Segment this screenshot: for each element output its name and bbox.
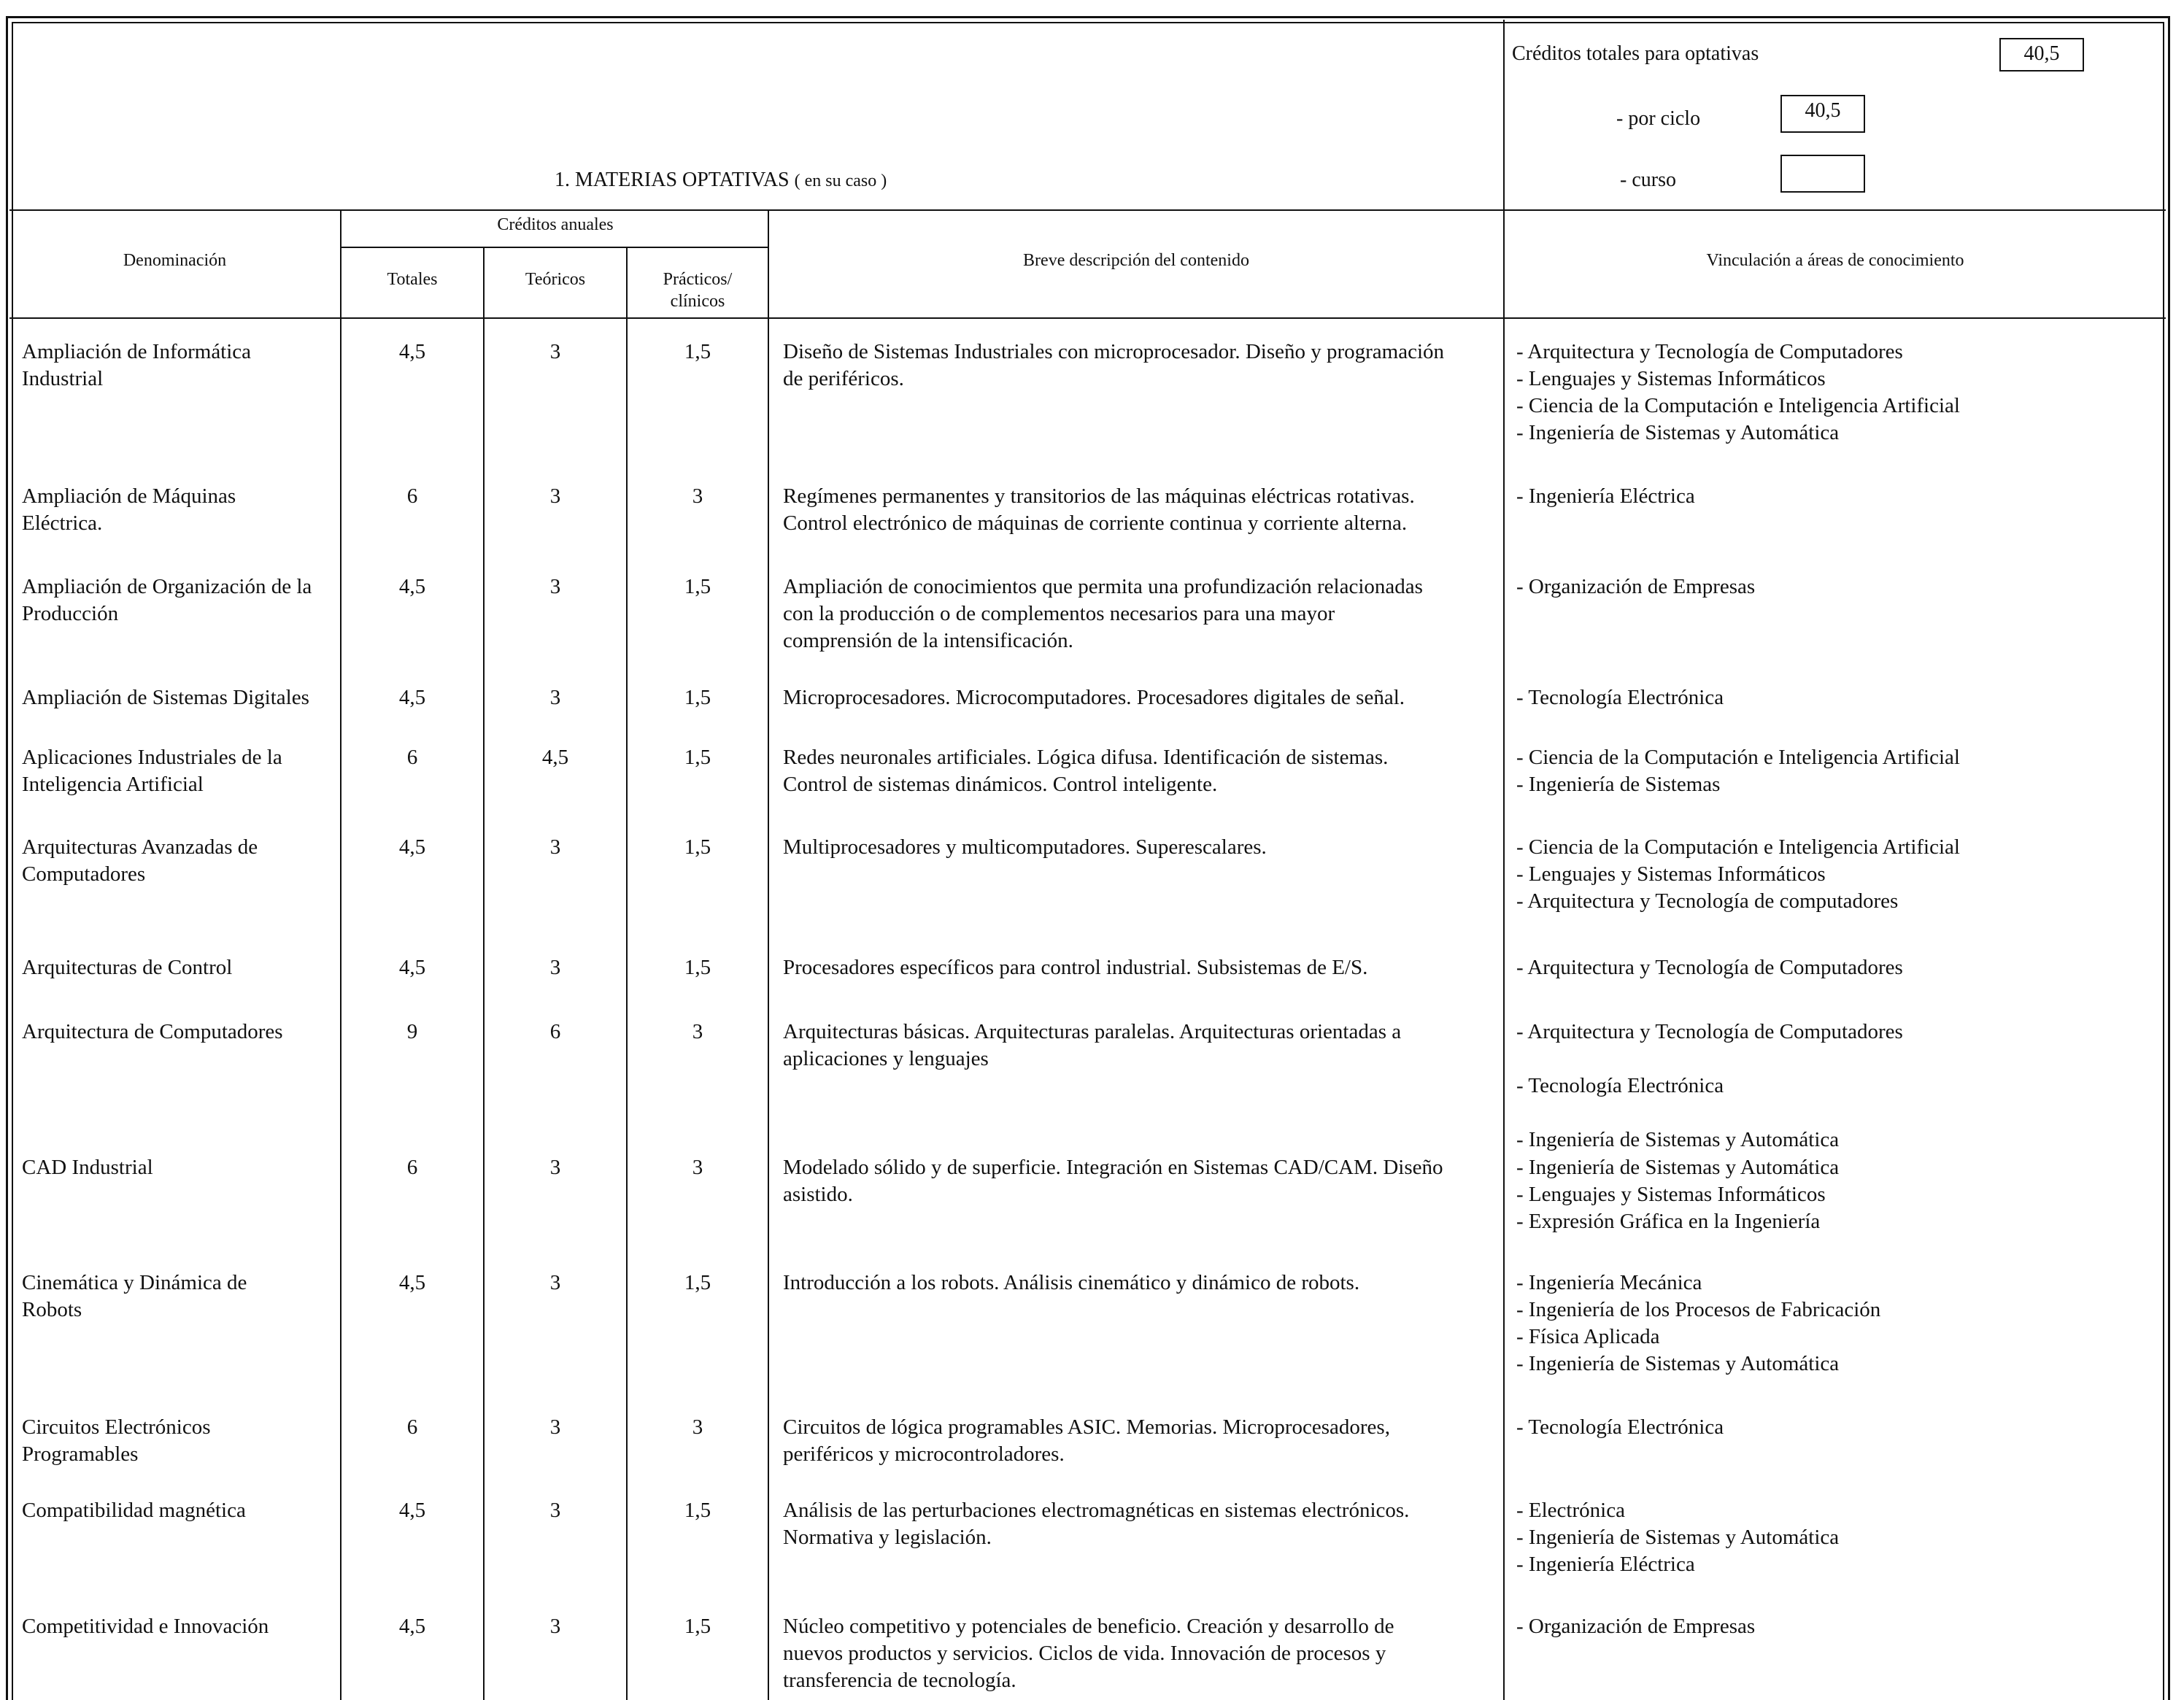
row-description: Redes neuronales artificiales. Lógica difusa. Identificación de sistemas. Control de sistemas dinámicos. Control inteligente. [783,746,1389,796]
row-name: Circuitos Electrónicos Programables [22,1415,211,1466]
row-description: Circuitos de lógica programables ASIC. Memorias. Microprocesadores, periféricos y microcontroladores. [783,1415,1390,1466]
row-description: Regímenes permanentes y transitorios de las máquinas eléctricas rotativas. Control electrónico de máquinas de corriente continua y corriente alterna. [783,484,1415,535]
col-header-description: Breve descripción del contenido [1023,251,1249,270]
row-practical-credits: 1,5 [684,956,711,979]
row-total-credits: 4,5 [398,1271,426,1294]
row-name: Cinemática y Dinámica de Robots [22,1271,247,1321]
row-practical-credits: 3 [692,484,703,508]
row-practical-credits: 3 [692,1156,703,1179]
row-knowledge-areas: - Tecnología Electrónica [1516,686,1724,709]
row-total-credits: 6 [406,1156,418,1179]
header-rule-top [9,209,2166,211]
row-total-credits: 6 [406,746,418,769]
per-cycle-value: 40,5 [1780,95,1865,133]
course-value [1780,155,1865,193]
row-theory-credits: 3 [549,686,561,709]
row-name: Aplicaciones Industriales de la Inteligencia Artificial [22,746,282,796]
row-description: Multiprocesadores y multicomputadores. Superescalares. [783,835,1267,859]
row-description: Núcleo competitivo y potenciales de beneficio. Creación y desarrollo de nuevos productos y servicios. Ciclos de vida. Innovación de procesos y transferencia de tecnología. [783,1615,1394,1692]
row-total-credits: 9 [406,1020,418,1043]
row-theory-credits: 3 [549,1499,561,1522]
row-practical-credits: 1,5 [684,835,711,859]
row-practical-credits: 3 [692,1415,703,1439]
row-knowledge-areas: - Arquitectura y Tecnología de Computadores [1516,956,1903,979]
row-knowledge-areas: - Arquitectura y Tecnología de Computadores - Tecnología Electrónica - Ingeniería de Sistemas y Automática [1516,1020,1903,1151]
row-total-credits: 4,5 [398,1615,426,1638]
row-name: Compatibilidad magnética [22,1499,246,1522]
credits-total-value: 40,5 [1999,38,2084,72]
row-practical-credits: 1,5 [684,746,711,769]
row-theory-credits: 4,5 [541,746,569,769]
credits-total-label: Créditos totales para optativas [1512,42,1759,65]
row-total-credits: 4,5 [398,340,426,363]
course-label: - curso [1620,169,1676,191]
row-theory-credits: 3 [549,575,561,598]
col-header-theory: Teóricos [525,270,586,289]
row-practical-credits: 1,5 [684,340,711,363]
row-knowledge-areas: - Electrónica - Ingeniería de Sistemas y Automática - Ingeniería Eléctrica [1516,1499,1840,1576]
row-description: Microprocesadores. Microcomputadores. Procesadores digitales de señal. [783,686,1405,709]
header-divider [1503,20,1505,209]
row-name: Ampliación de Informática Industrial [22,340,252,390]
row-description: Arquitecturas básicas. Arquitecturas paralelas. Arquitecturas orientadas a aplicaciones y lenguajes [783,1020,1402,1070]
col-header-total: Totales [387,270,438,289]
row-description: Procesadores específicos para control industrial. Subsistemas de E/S. [783,956,1368,979]
row-description: Análisis de las perturbaciones electromagnéticas en sistemas electrónicos. Normativa y legislación. [783,1499,1410,1549]
row-practical-credits: 3 [692,1020,703,1043]
row-description: Introducción a los robots. Análisis cinemático y dinámico de robots. [783,1271,1360,1294]
col-header-name: Denominación [123,251,227,270]
row-description: Diseño de Sistemas Industriales con microprocesador. Diseño y programación de periféricos. [783,340,1445,390]
row-total-credits: 4,5 [398,686,426,709]
row-theory-credits: 3 [549,1156,561,1179]
col-header-practical: Prácticos/ clínicos [663,270,733,311]
row-knowledge-areas: - Tecnología Electrónica [1516,1415,1724,1439]
row-theory-credits: 6 [549,1020,561,1043]
row-name: Ampliación de Máquinas Eléctrica. [22,484,236,535]
row-total-credits: 4,5 [398,956,426,979]
row-total-credits: 6 [406,484,418,508]
row-practical-credits: 1,5 [684,1615,711,1638]
col-divider-5 [1503,209,1505,1700]
row-description: Modelado sólido y de superficie. Integración en Sistemas CAD/CAM. Diseño asistido. [783,1156,1443,1206]
header-rule-bottom [9,317,2166,319]
row-practical-credits: 1,5 [684,1271,711,1294]
row-name: Competitividad e Innovación [22,1615,269,1638]
row-practical-credits: 1,5 [684,686,711,709]
row-total-credits: 4,5 [398,575,426,598]
row-theory-credits: 3 [549,1415,561,1439]
credits-subheader-rule [342,247,769,248]
row-theory-credits: 3 [549,484,561,508]
row-name: CAD Industrial [22,1156,153,1179]
row-name: Arquitecturas Avanzadas de Computadores [22,835,258,886]
row-name: Ampliación de Sistemas Digitales [22,686,309,709]
col-header-annual-credits: Créditos anuales [497,215,614,234]
row-theory-credits: 3 [549,340,561,363]
row-knowledge-areas: - Ciencia de la Computación e Inteligencia Artificial - Ingeniería de Sistemas [1516,746,1960,796]
row-description: Ampliación de conocimientos que permita una profundización relacionadas con la producción o de complementos necesarios para una mayor comprensión de la intensificación. [783,575,1423,652]
row-theory-credits: 3 [549,956,561,979]
row-knowledge-areas: - Organización de Empresas [1516,575,1756,598]
col-divider-4 [768,209,769,1700]
row-practical-credits: 1,5 [684,575,711,598]
row-knowledge-areas: - Ciencia de la Computación e Inteligencia Artificial - Lenguajes y Sistemas Informáticos - Arquitectura y Tecnología de computadores [1516,835,1960,913]
row-total-credits: 4,5 [398,835,426,859]
row-total-credits: 4,5 [398,1499,426,1522]
row-knowledge-areas: - Ingeniería Eléctrica [1516,484,1695,508]
section-title: 1. MATERIAS OPTATIVAS ( en su caso ) [555,169,887,191]
row-theory-credits: 3 [549,1615,561,1638]
row-knowledge-areas: - Arquitectura y Tecnología de Computadores - Lenguajes y Sistemas Informáticos - Ciencia de la Computación e Inteligencia Artificial - Ingeniería de Sistemas y Automática [1516,340,1960,444]
row-name: Arquitectura de Computadores [22,1020,283,1043]
row-practical-credits: 1,5 [684,1499,711,1522]
row-knowledge-areas: - Organización de Empresas [1516,1615,1756,1638]
per-cycle-label: - por ciclo [1616,107,1701,130]
row-theory-credits: 3 [549,835,561,859]
row-name: Ampliación de Organización de la Producción [22,575,312,625]
row-theory-credits: 3 [549,1271,561,1294]
col-header-areas: Vinculación a áreas de conocimiento [1706,251,1964,270]
row-knowledge-areas: - Ingeniería de Sistemas y Automática - Lenguajes y Sistemas Informáticos - Expresión Gráfica en la Ingeniería [1516,1156,1840,1233]
row-name: Arquitecturas de Control [22,956,233,979]
row-knowledge-areas: - Ingeniería Mecánica - Ingeniería de los Procesos de Fabricación - Física Aplicada - Ingeniería de Sistemas y Automática [1516,1271,1881,1375]
row-total-credits: 6 [406,1415,418,1439]
